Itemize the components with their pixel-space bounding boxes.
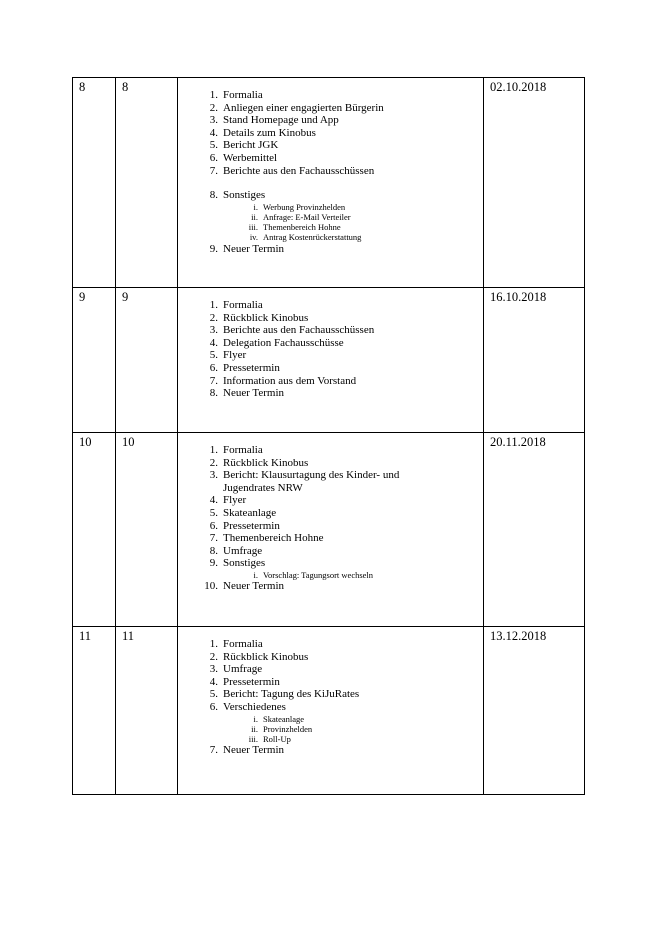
agenda-item: 1. Formalia (209, 638, 263, 650)
session-number-cell: 11 (73, 627, 116, 795)
meeting-number-cell: 11 (116, 627, 178, 795)
meeting-date-cell: 13.12.2018 (484, 627, 585, 795)
agenda-item: 8. Umfrage (209, 544, 263, 557)
agenda-item: 3. Umfrage (209, 663, 263, 676)
meeting-date-cell: 02.10.2018 (484, 78, 585, 288)
table-row (73, 78, 585, 288)
agenda-list (178, 299, 479, 400)
agenda-item: 7. Information aus dem Vorstand (209, 374, 357, 387)
agenda-item: 8. Neuer Termin (209, 387, 285, 400)
agenda-subitem: ii. Anfrage: E-Mail Verteiler (251, 211, 351, 222)
agenda-item: 6. Verschiedenes i. Skateanlage ii. Provinzhelden iii. Roll-Up (178, 701, 479, 744)
agenda-item: 10. Neuer Termin (204, 580, 285, 593)
agenda-item: 3. Stand Homepage und App (209, 114, 339, 127)
meeting-number-cell: 8 (116, 78, 178, 288)
agenda-item: 6. Pressetermin (209, 361, 280, 374)
meeting-number-cell: 10 (116, 433, 178, 627)
agenda-item: 1. Formalia (209, 89, 263, 101)
agenda-item: 7. Themenbereich Hohne (209, 532, 324, 545)
agenda-item: 3. Berichte aus den Fachausschüssen (209, 324, 375, 337)
agenda-subitem: i. Vorschlag: Tagungsort wechseln (253, 569, 374, 580)
agenda-item: 5. Bericht: Tagung des KiJuRates (209, 688, 360, 701)
agenda-item: 3. Bericht: Klausurtagung des Kinder- und Jugendrates NRW (209, 469, 400, 494)
agenda-item: 6. Werbemittel (209, 151, 278, 164)
agenda-item: 4. Delegation Fachausschüsse (209, 336, 344, 349)
agenda-topics-cell (178, 78, 484, 288)
agenda-item: 1. Formalia (209, 299, 263, 311)
agenda-sublist (223, 202, 479, 243)
agenda-subitem: i. Werbung Provinzhelden (253, 201, 346, 212)
agenda-topics-cell (178, 627, 484, 795)
agenda-list (178, 444, 479, 593)
meeting-date-cell: 16.10.2018 (484, 288, 585, 433)
agenda-item: 5. Flyer (209, 349, 247, 362)
agenda-sublist (223, 570, 479, 580)
agenda-topics-cell (178, 288, 484, 433)
agenda-item: 9. Sonstiges i. Vorschlag: Tagungsort wechseln (178, 557, 479, 580)
meeting-date-cell: 20.11.2018 (484, 433, 585, 627)
agenda-item: 4. Pressetermin (209, 675, 280, 688)
session-number-cell: 8 (73, 78, 116, 288)
table-row (73, 627, 585, 795)
table-row (73, 433, 585, 627)
agenda-item: 8. Sonstiges i. Werbung Provinzhelden ii. Anfrage: E-Mail Verteiler iii. Themenbereich Hohne iv. Antrag Kostenrückerstattung (178, 189, 479, 242)
agenda-item: 5. Skateanlage (209, 506, 277, 519)
meeting-number-cell: 9 (116, 288, 178, 433)
agenda-item: 7. Berichte aus den Fachausschüssen (209, 164, 375, 177)
agenda-subitem: iii. Roll-Up (248, 733, 291, 744)
session-number-cell: 9 (73, 288, 116, 433)
agenda-item: 2. Rückblick Kinobus (209, 456, 309, 469)
agenda-list (178, 638, 479, 757)
agenda-item: 9. Neuer Termin (209, 242, 285, 255)
agenda-subitem: ii. Provinzhelden (251, 723, 313, 734)
agenda-item: 4. Flyer (209, 494, 247, 507)
agenda-item: 2. Rückblick Kinobus (209, 650, 309, 663)
agenda-subitem: iii. Themenbereich Hohne (248, 222, 341, 233)
agenda-sublist (223, 714, 479, 745)
agenda-subitem: iv. Antrag Kostenrückerstattung (249, 232, 362, 243)
agenda-item: 6. Pressetermin (209, 519, 280, 532)
agenda-table (72, 77, 585, 795)
agenda-item: 4. Details zum Kinobus (209, 126, 316, 139)
session-number-cell: 10 (73, 433, 116, 627)
agenda-item: 2. Rückblick Kinobus (209, 311, 309, 324)
agenda-item: 5. Bericht JGK (209, 139, 279, 152)
agenda-subitem: i. Skateanlage (253, 713, 305, 724)
agenda-item: 7. Neuer Termin (209, 744, 285, 757)
agenda-topics-cell (178, 433, 484, 627)
agenda-item: 2. Anliegen einer engagierten Bürgerin (209, 101, 384, 114)
table-row (73, 288, 585, 433)
agenda-list (178, 89, 479, 255)
agenda-item: 1. Formalia (209, 444, 263, 456)
